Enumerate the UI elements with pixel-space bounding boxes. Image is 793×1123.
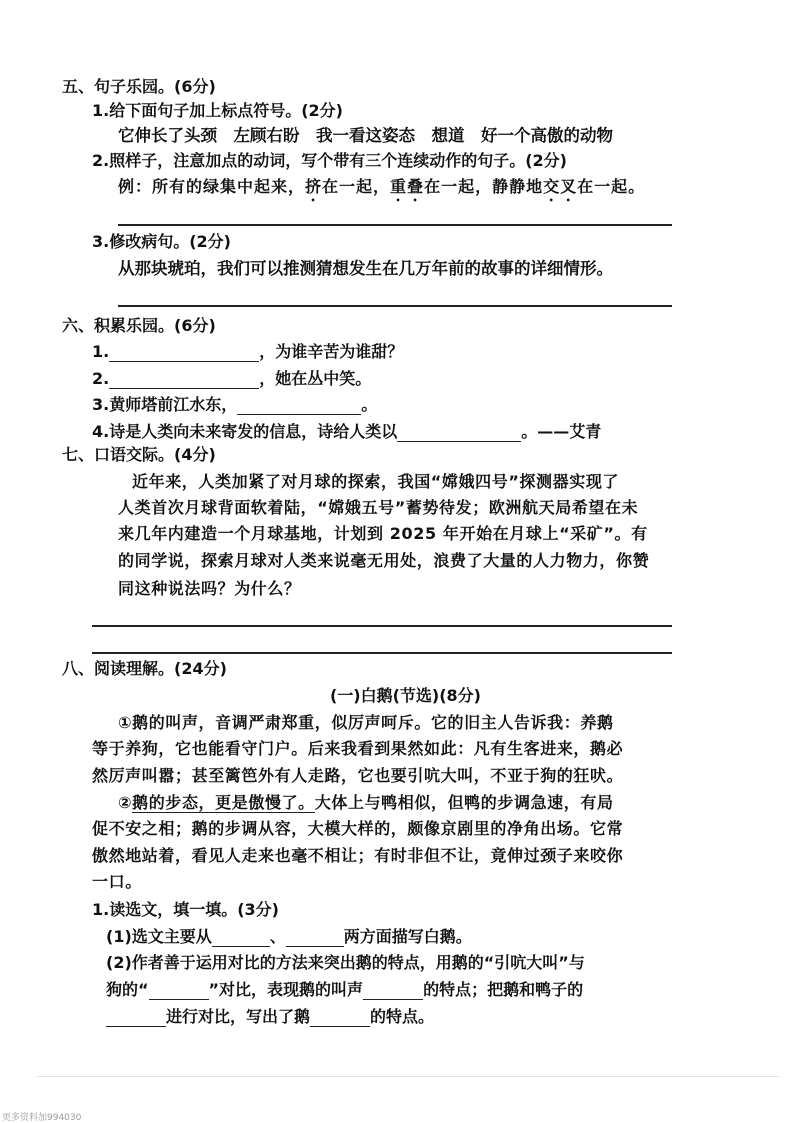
fill-blank[interactable] (310, 1010, 370, 1027)
s7-paragraph-line: 的同学说，探索月球对人类来说毫无用处，浪费了大量的人力物力，你赞 (118, 551, 650, 570)
underlined-sentence: 鹅的步态，更是傲慢了。 (132, 793, 315, 812)
s8-q1-b1: (2)作者善于运用对比的方法来突出鹅的特点，用鹅的“引吭大叫”与 (106, 953, 585, 972)
dotted-verb: 重叠 (390, 177, 425, 196)
section-5-title: 五、句子乐园。(6分) (62, 77, 216, 96)
fill-blank[interactable] (237, 398, 361, 415)
item-text: 。 (361, 395, 378, 414)
s5-q1-label: 1.给下面句子加上标点符号。(2分) (92, 101, 343, 120)
passage-title: (一)白鹅(节选)(8分) (329, 686, 481, 705)
fill-blank[interactable] (149, 983, 209, 1000)
fill-blank[interactable] (212, 930, 270, 947)
fill-blank[interactable] (286, 930, 344, 947)
example-text: 在一起。 (577, 177, 646, 196)
item-number: 1. (92, 342, 110, 361)
example-text: 例：所有的绿集中起来， (118, 177, 306, 196)
question-text: (1)选文主要从 (106, 927, 212, 946)
item-text: 4.诗是人类向未来寄发的信息，诗给人类以 (92, 422, 398, 441)
dotted-verb: 交叉 (543, 177, 578, 196)
item-text: ，她在丛中笑。 (259, 369, 372, 388)
paragraph-marker: ② (118, 793, 133, 812)
question-text: 进行对比，写出了鹅 (166, 1007, 311, 1026)
fill-blank[interactable] (109, 345, 259, 362)
dotted-verb: 挤 (305, 177, 323, 196)
section-6-title: 六、积累乐园。(6分) (62, 316, 216, 335)
passage-line: 然厉声叫嚣；甚至篱笆外有人走路，它也要引吭大叫，不亚于狗的狂吠。 (92, 766, 624, 785)
s6-item-2 (92, 369, 371, 389)
s7-paragraph-line: 人类首次月球背面软着陆，“嫦娥五号”蓄势待发；欧洲航天局希望在未 (118, 498, 639, 517)
example-text: 在一起， (322, 177, 391, 196)
passage-line: ①鹅的叫声，音调严肃郑重，似厉声呵斥。它的旧主人告诉我：养鹅 (118, 713, 614, 732)
question-text: 的特点；把鹅和鸭子的 (423, 980, 584, 999)
fill-blank[interactable] (397, 425, 521, 442)
fill-blank[interactable] (363, 983, 423, 1000)
s6-item-1 (92, 342, 403, 362)
item-text: ，为谁辛苦为谁甜？ (259, 342, 404, 361)
s8-q1-b2 (106, 980, 583, 1000)
example-text: 在一起，静静地 (424, 177, 544, 196)
s5-q3-sentence: 从那块琥珀，我们可以推测猜想发生在几万年前的故事的详细情形。 (118, 259, 613, 278)
question-text: ”对比，表现鹅的叫声 (208, 980, 364, 999)
item-number: 2. (92, 369, 110, 388)
question-text: 、 (269, 927, 286, 946)
question-text: 狗的“ (106, 980, 149, 999)
passage-line: 促不安之相；鹅的步调从容，大模大样的，颇像京剧里的净角出场。它常 (92, 819, 624, 838)
fill-blank[interactable] (106, 1010, 166, 1027)
s7-paragraph-line: 来几年内建造一个月球基地，计划到 2025 年开始在月球上“采矿”。有 (118, 524, 648, 543)
section-8-title: 八、阅读理解。(24分) (62, 659, 227, 678)
s8-q1-b3 (106, 1007, 434, 1027)
s8-q1-label: 1.读选文，填一填。(3分) (92, 900, 279, 919)
passage-line (118, 793, 614, 813)
s7-paragraph-line: 同这种说法吗？为什么？ (118, 579, 301, 598)
passage-line: 一口。 (92, 872, 142, 891)
s6-item-4 (92, 422, 601, 442)
footer-note: 更多资料加994030 (2, 1113, 82, 1123)
section-7-title: 七、口语交际。(4分) (62, 445, 216, 464)
passage-line: 傲然地站着，看见人走来也毫不相让；有时非但不让，竟伸过颈子来咬你 (92, 846, 624, 865)
question-text: 的特点。 (370, 1007, 435, 1026)
fill-blank[interactable] (109, 372, 259, 389)
answer-line[interactable] (118, 305, 672, 307)
item-text: 。——艾青 (521, 422, 602, 441)
s5-q3-label: 3.修改病句。(2分) (92, 232, 231, 251)
s8-q1-a (106, 927, 472, 947)
s5-q2-label: 2.照样子，注意加点的动词，写个带有三个连续动作的句子。(2分) (92, 151, 567, 170)
passage-text: 大体上与鸭相似，但鸭的步调急速，有局 (314, 793, 614, 812)
item-text: 3.黄师塔前江水东， (92, 395, 238, 414)
s5-q1-sentence: 它伸长了头颈 左顾右盼 我一看这姿态 想道 好一个高傲的动物 (118, 126, 613, 145)
s5-q2-example (118, 177, 645, 205)
s7-paragraph-line: 近年来，人类加紧了对月球的探索，我国“嫦娥四号”探测器实现了 (132, 472, 620, 491)
s6-item-3 (92, 395, 377, 415)
passage-line: 等于养狗，它也能看守门户。后来我看到果然如此：凡有生客进来，鹅必 (92, 739, 624, 758)
answer-line[interactable] (92, 625, 672, 627)
answer-line[interactable] (92, 652, 672, 654)
answer-line[interactable] (118, 224, 672, 226)
question-text: 两方面描写白鹅。 (343, 927, 472, 946)
